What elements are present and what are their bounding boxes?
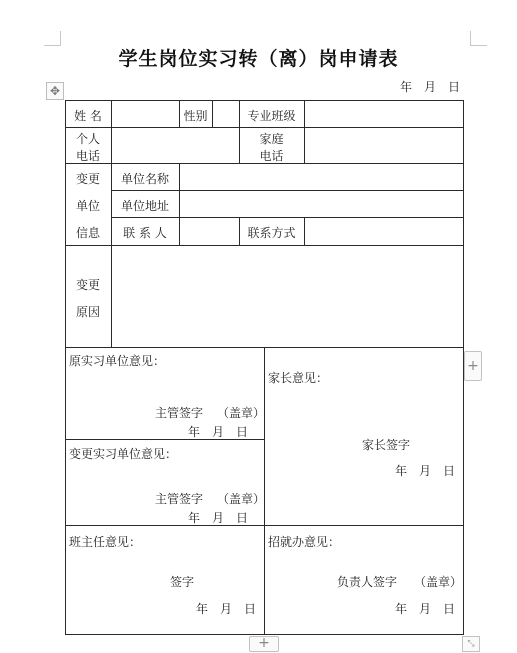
reason-label-2: 原因	[75, 305, 100, 319]
contact-person-field[interactable]	[180, 218, 238, 245]
parent-sign-label: 家长签字	[362, 438, 411, 452]
class-field[interactable]	[305, 101, 463, 127]
plus-icon: +	[258, 635, 270, 651]
contact-person-label: 联 系 人	[123, 226, 167, 240]
name-label: 姓 名	[74, 109, 102, 123]
gender-label: 性别	[183, 109, 208, 123]
unit-address-label: 单位地址	[120, 199, 169, 213]
new-unit-opinion-label: 变更实习单位意见：	[69, 447, 178, 461]
office-seal-label: （盖章）	[414, 575, 463, 589]
unit-address-field[interactable]	[180, 191, 463, 217]
form-date: 年 月 日	[399, 80, 460, 94]
head-teacher-date: 年 月 日	[196, 602, 257, 616]
new-unit-sign-label: 主管签字	[155, 492, 204, 506]
unit-name-label: 单位名称	[120, 172, 169, 186]
reason-field[interactable]	[112, 246, 463, 347]
change-info-label-3: 信息	[75, 226, 100, 240]
table-resize-handle[interactable]	[462, 636, 480, 652]
move-icon: ✥	[49, 84, 61, 98]
resize-icon: ⤡	[467, 639, 475, 649]
head-teacher-sign-label: 签字	[170, 575, 195, 589]
class-label: 专业班级	[247, 109, 296, 123]
home-phone-label-line1: 家庭	[259, 132, 284, 146]
name-field[interactable]	[112, 101, 178, 127]
change-info-label-1: 变更	[75, 172, 100, 186]
contact-method-field[interactable]	[305, 218, 463, 245]
original-unit-sign-label: 主管签字	[155, 406, 204, 420]
contact-method-label: 联系方式	[247, 226, 296, 240]
personal-phone-field[interactable]	[112, 128, 238, 163]
table-move-handle[interactable]	[46, 82, 64, 100]
original-unit-opinion-label: 原实习单位意见：	[69, 354, 166, 368]
change-info-label-2: 单位	[75, 199, 100, 213]
plus-icon: +	[467, 358, 479, 374]
employment-office-opinion-label: 招就办意见：	[268, 535, 341, 549]
form-title: 学生岗位实习转（离）岗申请表	[118, 48, 399, 70]
add-row-button[interactable]	[249, 636, 279, 652]
head-teacher-opinion-label: 班主任意见：	[69, 535, 142, 549]
home-phone-label-line2: 电话	[259, 149, 284, 163]
original-unit-seal-label: （盖章）	[217, 406, 266, 420]
personal-phone-label-line1: 个人	[75, 132, 100, 146]
personal-phone-label-line2: 电话	[75, 149, 100, 163]
gender-field[interactable]	[213, 101, 238, 127]
office-sign-label: 负责人签字	[337, 575, 398, 589]
home-phone-field[interactable]	[305, 128, 463, 163]
parent-opinion-label: 家长意见：	[268, 371, 329, 385]
new-unit-seal-label: （盖章）	[217, 492, 266, 506]
add-column-button[interactable]	[464, 351, 482, 381]
new-unit-date: 年 月 日	[188, 511, 249, 525]
original-unit-date: 年 月 日	[188, 425, 249, 439]
parent-date: 年 月 日	[395, 464, 456, 478]
office-date: 年 月 日	[395, 602, 456, 616]
reason-label-1: 变更	[75, 278, 100, 292]
unit-name-field[interactable]	[180, 164, 463, 190]
